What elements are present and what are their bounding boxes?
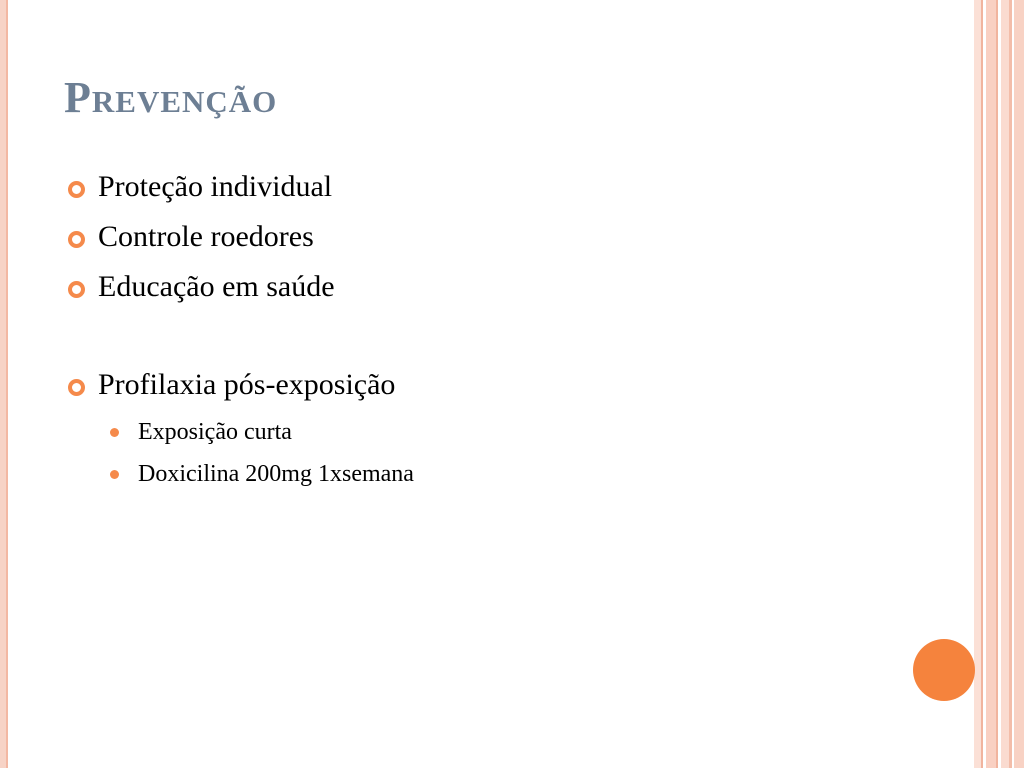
bullet-item: [66, 363, 414, 413]
bullet-ring-icon: [68, 181, 85, 198]
left-border-decoration: [0, 0, 8, 768]
bullet-text: Controle roedores: [98, 220, 314, 253]
stripe: [1014, 0, 1024, 768]
bullet-dot-icon: [110, 470, 119, 479]
sub-bullet-item: [66, 455, 414, 497]
bullet-ring-icon: [68, 379, 85, 396]
bullet-dot-icon: [110, 428, 119, 437]
slide-title: Prevenção: [64, 73, 278, 122]
sub-bullet-group: [66, 413, 414, 497]
orange-circle-decoration: [913, 639, 975, 701]
right-stripes-decoration: [974, 0, 1024, 768]
stripe: [974, 0, 981, 768]
sub-bullet-text: Doxicilina 200mg 1xsemana: [138, 461, 414, 487]
bullet-text: Proteção individual: [98, 170, 333, 203]
stripe: [1001, 0, 1009, 768]
bullet-ring-icon: [68, 281, 85, 298]
bullet-list: [66, 165, 414, 497]
bullet-item: [66, 265, 414, 315]
bullet-ring-icon: [68, 231, 85, 248]
sub-bullet-list: [66, 413, 414, 497]
stripe: [996, 0, 998, 768]
sub-bullet-item: [66, 413, 414, 455]
bullet-item: [66, 165, 414, 215]
bullet-item: [66, 215, 414, 265]
stripe: [981, 0, 983, 768]
bullet-text: Educação em saúde: [98, 270, 335, 303]
stripe: [1009, 0, 1012, 768]
stripe: [986, 0, 996, 768]
sub-bullet-text: Exposição curta: [138, 419, 292, 445]
bullet-text: Profilaxia pós-exposição: [98, 368, 396, 401]
